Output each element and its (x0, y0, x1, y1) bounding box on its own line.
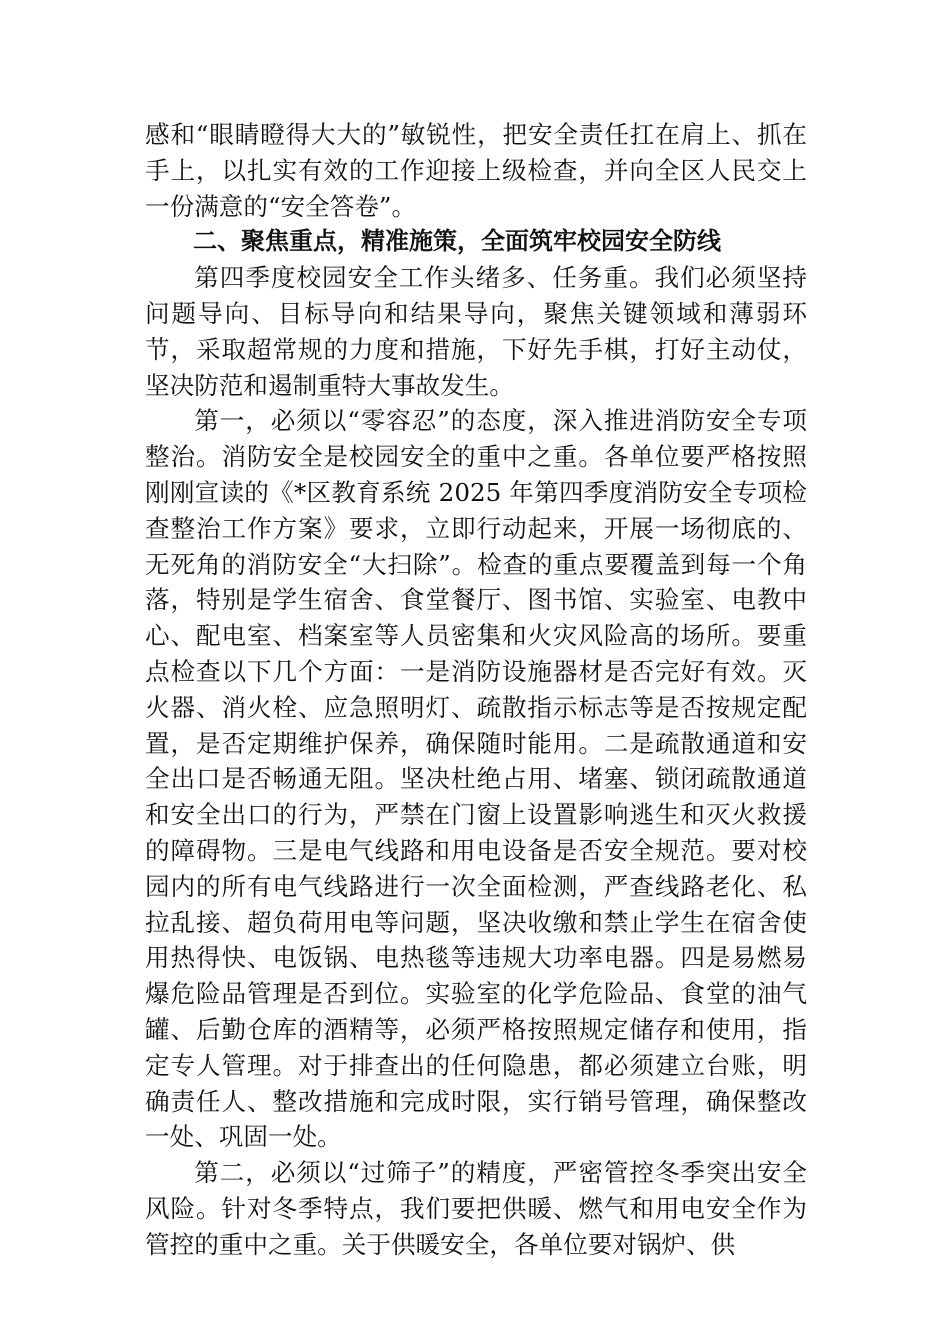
document-body (145, 117, 807, 1263)
paragraph-fire-safety: 第一，必须以“零容忍”的态度，深入推进消防安全专项整治。消防安全是校园安全的重中之重。各单位要严格按照刚刚宣读的《*区教育系统 2025 年第四季度消防安全专项检查整治工作方案》要求，立即行动起来，开展一场彻底的、无死角的消防安全“大扫除”。检查的重点要覆盖到每一个角落，特别是学生宿舍、食堂餐厅、图书馆、实验室、电教中心、配电室、档案室等人员密集和火灾风险高的场所。要重点检查以下几个方面：一是消防设施器材是否完好有效。灭火器、消火栓、应急照明灯、疏散指示标志等是否按规定配置，是否定期维护保养，确保随时能用。二是疏散通道和安全出口是否畅通无阻。坚决杜绝占用、堵塞、锁闭疏散通道和安全出口的行为，严禁在门窗上设置影响逃生和灭火救援的障碍物。三是电气线路和用电设备是否安全规范。要对校园内的所有电气线路进行一次全面检测，严查线路老化、私拉乱接、超负荷用电等问题，坚决收缴和禁止学生在宿舍使用热得快、电饭锅、电热毯等违规大功率电器。四是易燃易爆危险品管理是否到位。实验室的化学危险品、食堂的油气罐、后勤仓库的酒精等，必须严格按照规定储存和使用，指定专人管理。对于排查出的任何隐患，都必须建立台账，明确责任人、整改措施和完成时限，实行销号管理，确保整改一处、巩固一处。 (145, 406, 807, 1152)
paragraph-intro: 第四季度校园安全工作头绪多、任务重。我们必须坚持问题导向、目标导向和结果导向，聚焦关键领域和薄弱环节，采取超常规的力度和措施，下好先手棋，打好主动仗，坚决防范和遏制重特大事故发生。 (145, 263, 807, 400)
section-heading: 二、聚焦重点，精准施策，全面筑牢校园安全防线 (193, 227, 721, 256)
paragraph-continuation: 感和“眼睛瞪得大大的”敏锐性，把安全责任扛在肩上、抓在手上，以扎实有效的工作迎接上级检查，并向全区人民交上一份满意的“安全答卷”。 (145, 120, 807, 221)
paragraph-winter-risk: 第二，必须以“过筛子”的精度，严密管控冬季突出安全风险。针对冬季特点，我们要把供暖、燃气和用电安全作为管控的重中之重。关于供暖安全，各单位要对锅炉、供 (145, 1158, 807, 1259)
